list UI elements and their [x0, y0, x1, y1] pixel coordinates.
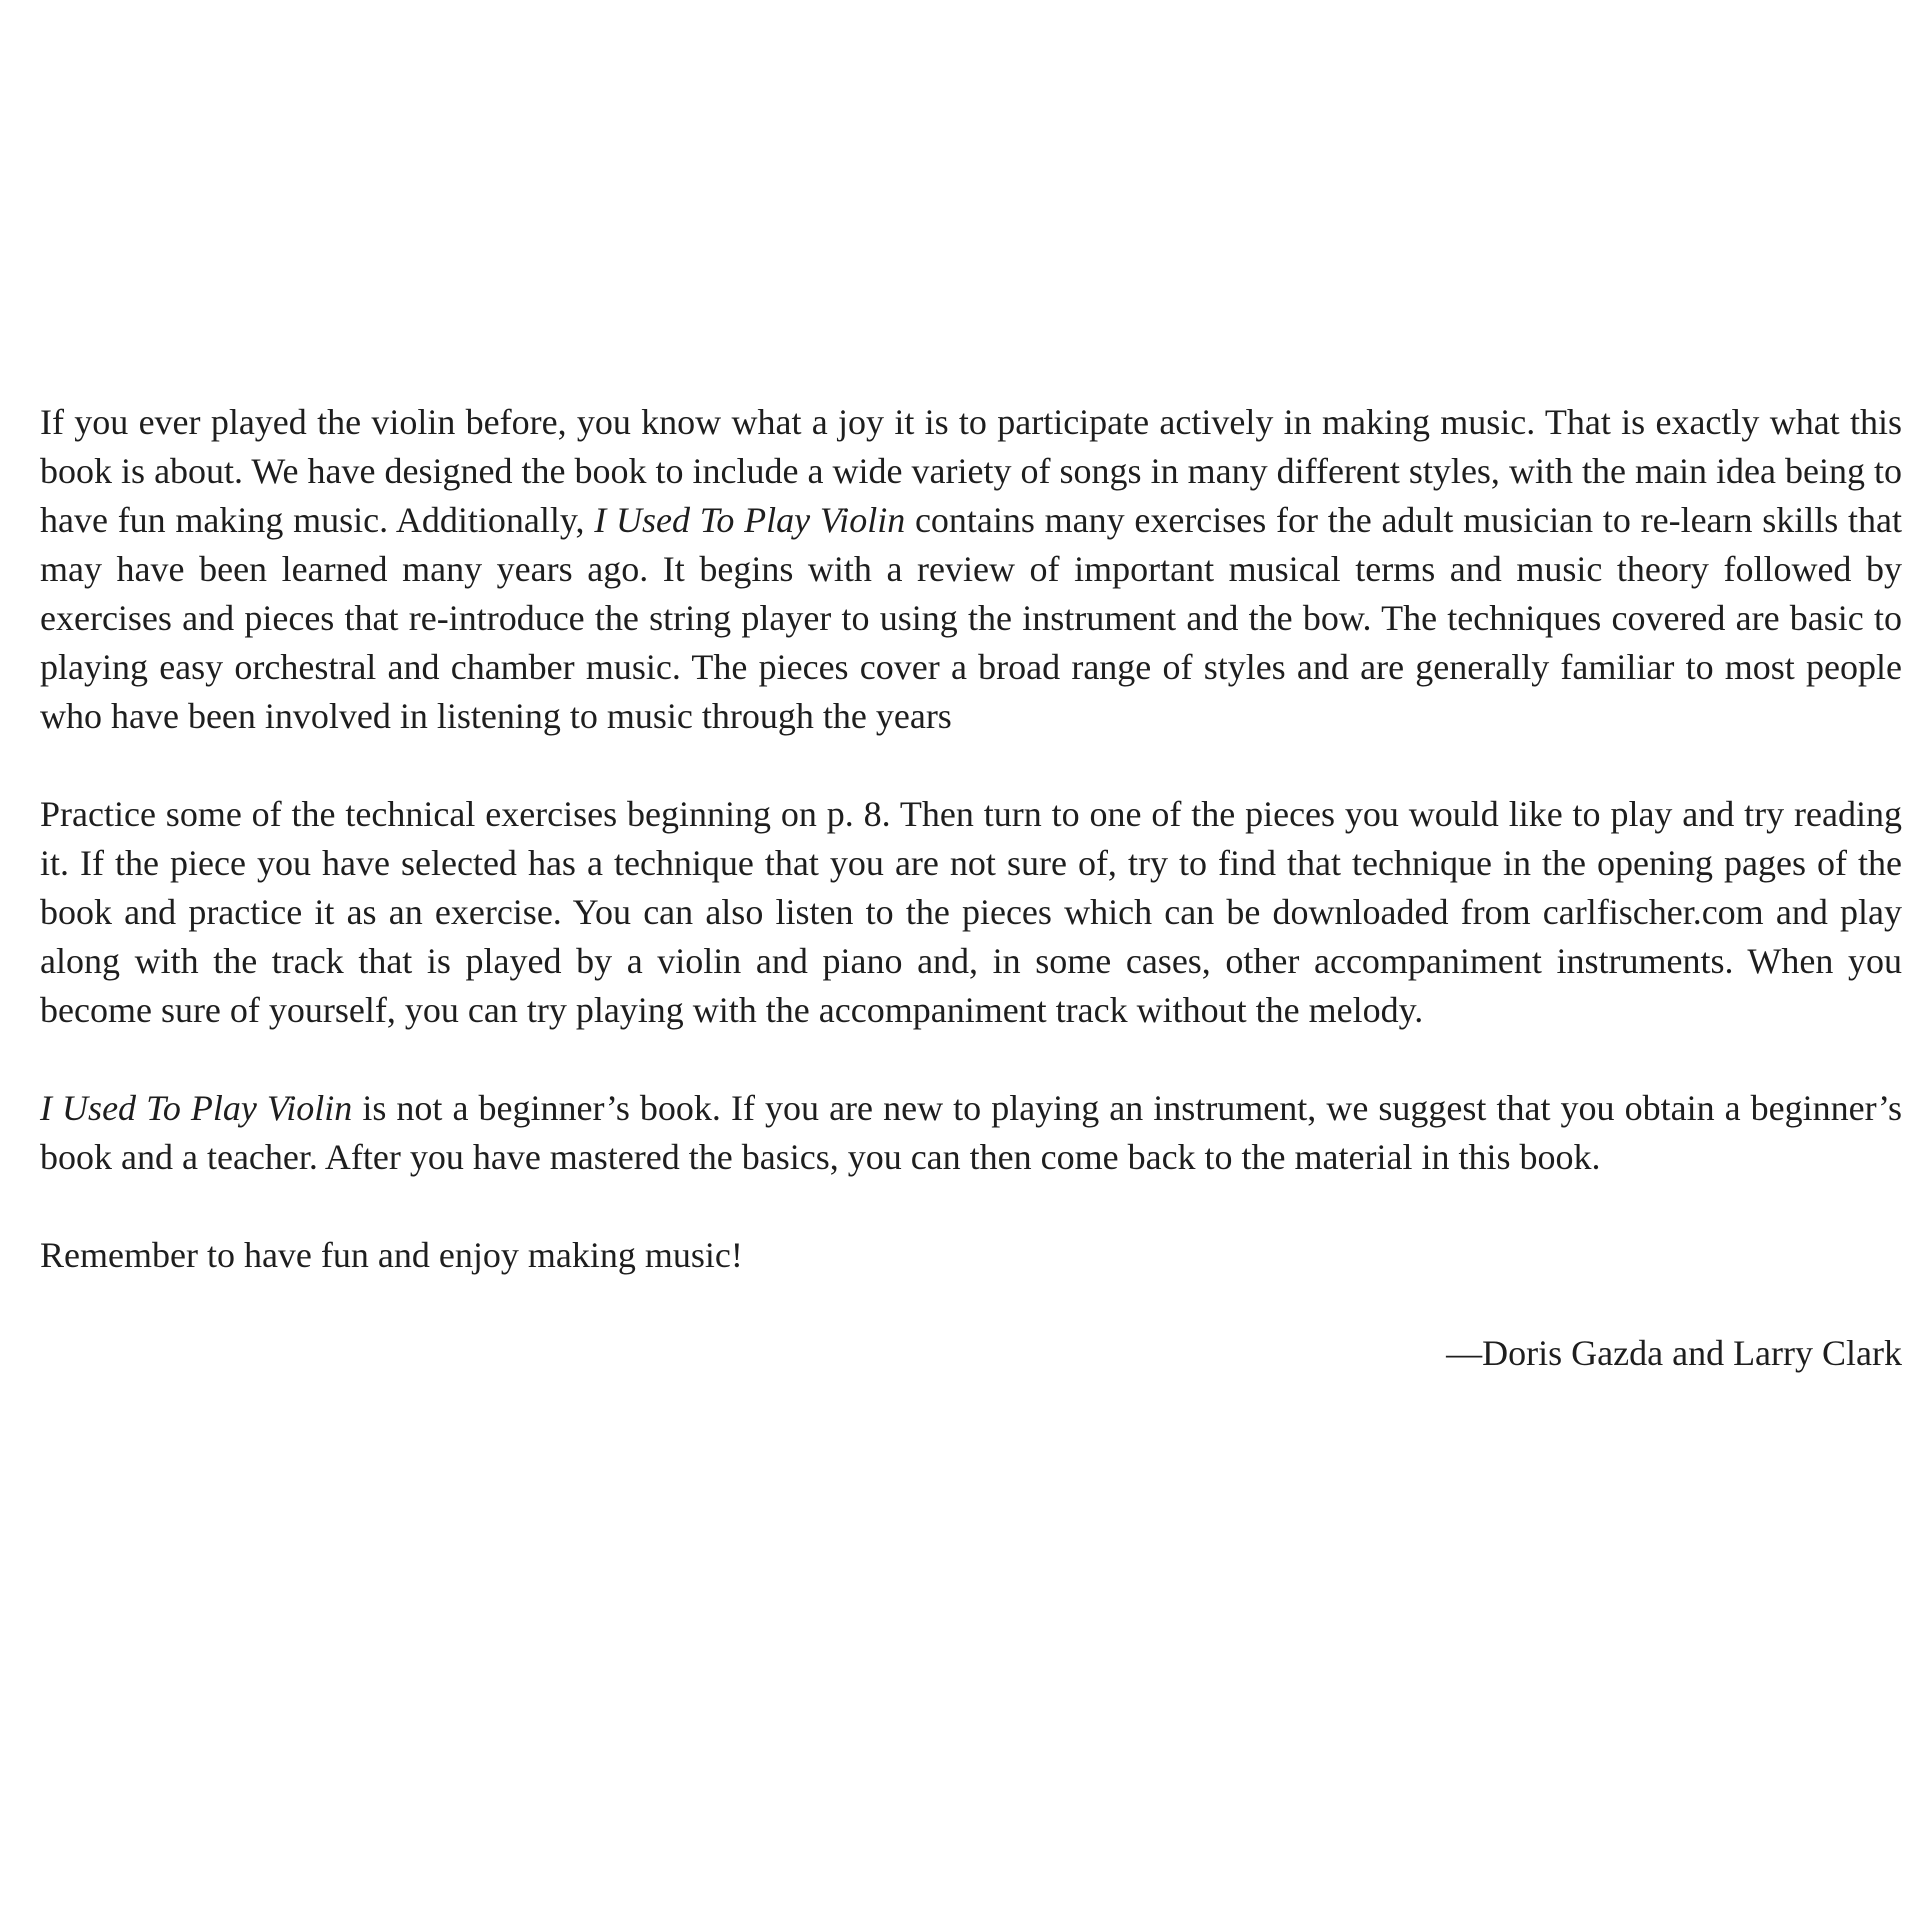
- paragraph-remember: Remember to have fun and enjoy making music!: [40, 1235, 743, 1275]
- paragraph-intro-text-1: If you ever played the violin before, you know what a joy it is to participate actively in making music. That is exactly what this book is about. We have designed the book to include a wide variety of songs in many different styles, with the main idea being to have fun making music. Additionally,: [40, 402, 1902, 540]
- paragraph-intro-text-2: contains many exercises for the adult musician to re-learn skills that may have been learned many years ago. It begins with a review of important musical terms and music theory followed by exercises and pieces that re-introduce the string player to using the instrument and the bow. The techniques covered are basic to playing easy orchestral and chamber music. The pieces cover a broad range of styles and are generally familiar to most people who have been involved in listening to music through the years: [40, 500, 1902, 736]
- paragraph-not-beginner-text: is not a beginner’s book. If you are new to playing an instrument, we suggest that you obtain a beginner’s book and a teacher. After you have mastered the basics, you can then come back to the material in this book.: [40, 1088, 1902, 1177]
- paragraph-not-beginner: [40, 1084, 1902, 1182]
- paragraph-practice: Practice some of the technical exercises beginning on p. 8. Then turn to one of the pieces you would like to play and try reading it. If the piece you have selected has a technique that you are not sure of, try to find that technique in the opening pages of the book and practice it as an exercise. You can also listen to the pieces which can be downloaded from carlfischer.com and play along with the track that is played by a violin and piano and, in some cases, other accompaniment instruments. When you become sure of yourself, you can try playing with the accompaniment track without the melody.: [40, 794, 1902, 1030]
- book-title: I Used To Play Violin: [40, 1088, 353, 1128]
- preface-page: [40, 398, 1902, 1378]
- paragraph-intro: [40, 398, 1902, 741]
- author-signature: —Doris Gazda and Larry Clark: [1446, 1333, 1902, 1373]
- book-title: I Used To Play Violin: [594, 500, 906, 540]
